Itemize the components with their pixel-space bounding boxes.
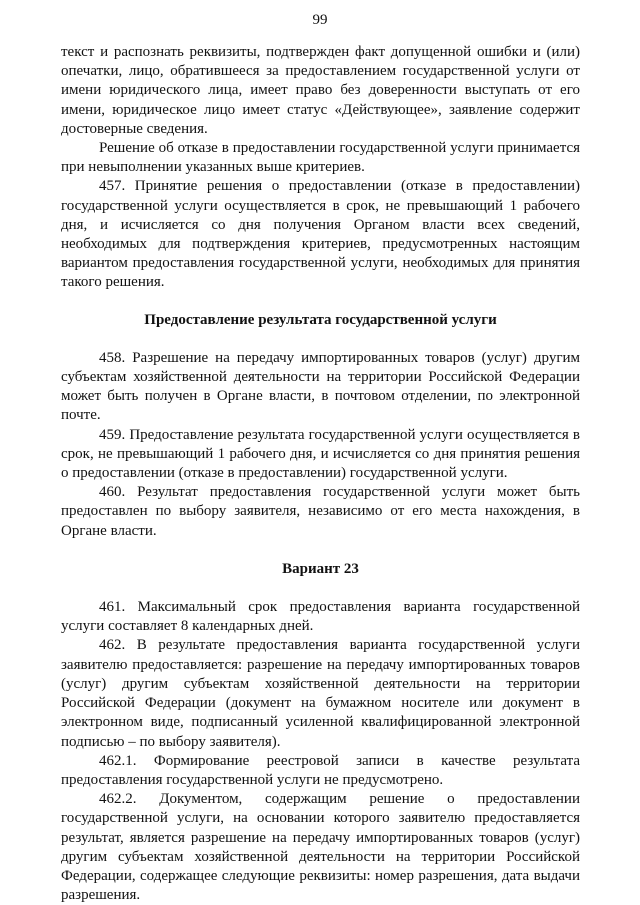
section-heading-result: Предоставление результата государственной услуги <box>144 311 497 328</box>
section-heading-variant: Вариант 23 <box>282 560 359 577</box>
page-number: 99 <box>312 12 328 28</box>
paragraph-458: 458. Разрешение на передачу импортированных товаров (услуг) другим субъектам хозяйственной деятельности на территории Российской Федерации может быть получен в Органе власти, в почтовом отделении, по электронной почте. <box>61 349 580 424</box>
paragraph-462: 462. В результате предоставления варианта государственной услуги заявителю предоставляется: разрешение на передачу импортированных товаров (услуг) другим субъектам хозяйственной деятельности на территории Российской Федерации (документ на бумажном носителе или документ в электронном виде, подписанный усиленной квалифицированной электронной подписью – по выбору заявителя). <box>61 637 580 750</box>
document-body <box>61 43 580 905</box>
paragraph-462-1: 462.1. Формирование реестровой записи в качестве результата предоставления государственной услуги не предусмотрено. <box>61 752 580 788</box>
paragraph-457: 457. Принятие решения о предоставлении (отказе в предоставлении) государственной услуги осуществляется в срок, не превышающий 1 рабочего дня, и исчисляется со дня получения Органом власти всех сведений, необходимых для подтверждения критериев, предусмотренных настоящим вариантом предоставления государственной услуги, необходимых для принятия такого решения. <box>61 178 580 291</box>
paragraph-462-2: 462.2. Документом, содержащим решение о предоставлении государственной услуги, на основании которого заявителю предоставляется результат, является разрешение на передачу импортированных товаров (услуг) другим субъектам хозяйственной деятельности на территории Российской Федерации, содержащее следующие реквизиты: номер разрешения, дата выдачи разрешения. <box>61 791 580 904</box>
paragraph-461: 461. Максимальный срок предоставления варианта государственной услуги составляет 8 календарных дней. <box>61 599 580 635</box>
paragraph-refusal-decision: Решение об отказе в предоставлении государственной услуги принимается при невыполнении указанных выше критериев. <box>61 140 580 176</box>
paragraph-continuation: текст и распознать реквизиты, подтвержден факт допущенной ошибки и (или) опечатки, лицо, обратившееся за предоставлением государственной услуги от имени юридического лица, имеет право без доверенности выступать от его имени, юридическое лицо имеет статус «Действующее», заявление содержит достоверные сведения. <box>61 44 580 137</box>
paragraph-459: 459. Предоставление результата государственной услуги осуществляется в срок, не превышающий 1 рабочего дня, и исчисляется со дня принятия решения о предоставлении (отказе в предоставлении) государственной услуги. <box>61 426 580 482</box>
paragraph-460: 460. Результат предоставления государственной услуги может быть предоставлен по выбору заявителя, независимо от его места нахождения, в Органе власти. <box>61 484 580 539</box>
